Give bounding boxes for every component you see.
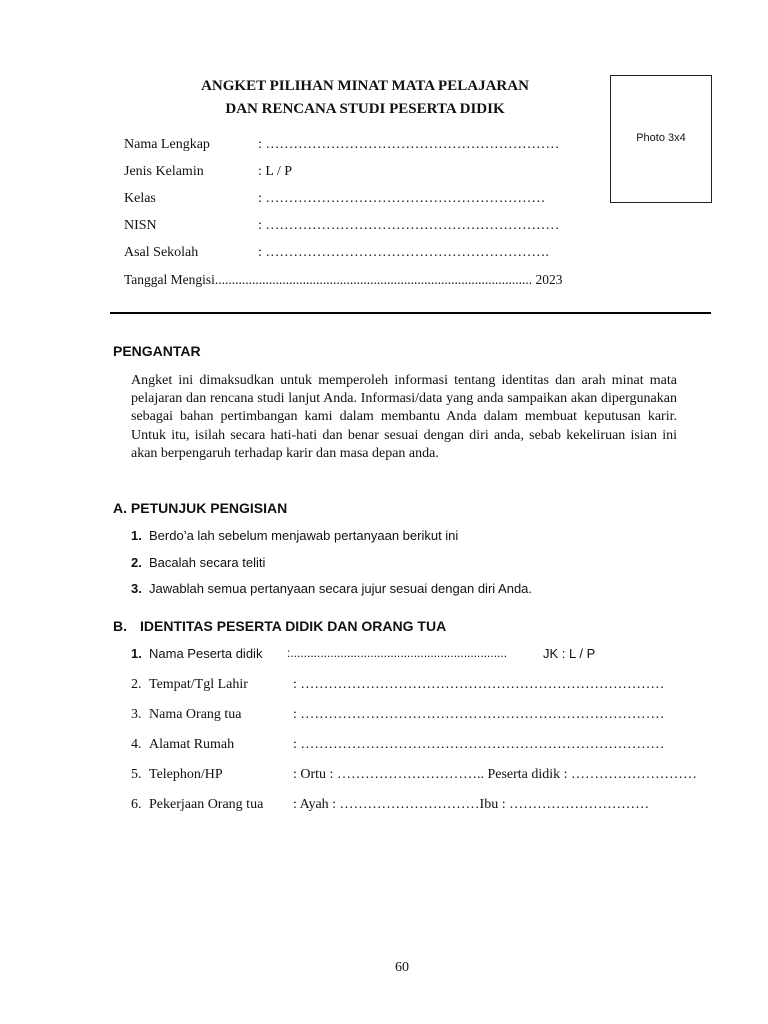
field-label-nama-lengkap: Nama Lengkap	[124, 137, 210, 152]
document-title-line2: DAN RENCANA STUDI PESERTA DIDIK	[225, 101, 505, 117]
list-item-number: 2.	[131, 677, 142, 692]
list-item-number: 3.	[131, 581, 142, 596]
field-jk: JK : L / P	[543, 646, 596, 661]
list-item-text: Berdo’a lah sebelum menjawab pertanyaan berikut ini	[149, 528, 459, 543]
field-value-alamat-rumah: : ……………………………………………………………………	[293, 737, 665, 752]
list-item-number: 2.	[131, 555, 142, 570]
field-label-nama-orang-tua: Nama Orang tua	[149, 707, 242, 722]
document-title-line1: ANGKET PILIHAN MINAT MATA PELAJARAN	[201, 78, 529, 94]
field-value-nama-lengkap: : ………………………………………………………	[258, 137, 560, 152]
field-value-tempat-tgl-lahir: : ……………………………………………………………………	[293, 677, 665, 692]
field-value-kelas: : ……………………………………………………	[258, 191, 546, 206]
list-item-number: 6.	[131, 797, 142, 812]
list-item-text: Jawablah semua pertanyaan secara jujur sesuai dengan diri Anda.	[149, 581, 533, 596]
field-value-jenis-kelamin: : L / P	[258, 164, 293, 179]
field-label-telephon: Telephon/HP	[149, 767, 223, 782]
list-item-number: 3.	[131, 707, 142, 722]
field-label-alamat-rumah: Alamat Rumah	[149, 737, 235, 752]
pengantar-paragraph: Angket ini dimaksudkan untuk memperoleh informasi tentang identitas dan arah minat mata pelajaran dan rencana studi lanjut Anda. Informasi/data yang anda sampaikan akan dipergunakan sebagai bahan pertimbangan kami dalam membantu Anda dalam membuat keputusan karir. Untuk itu, isilah secara hati-hati dan benar sesuai dengan diri anda, sebab kekeliruan isian ini akan berpengaruh terhadap karir dan masa depan anda.	[131, 373, 677, 461]
field-label-jenis-kelamin: Jenis Kelamin	[124, 164, 204, 179]
field-value-nama-orang-tua: : ……………………………………………………………………	[293, 707, 665, 722]
list-item-number: 1.	[131, 646, 142, 661]
section-b-letter: B.	[113, 618, 127, 634]
date-line: Tanggal Mengisi.............................................................................................. 2023	[124, 272, 563, 287]
field-value-pekerjaan-orang-tua: : Ayah : …………………………Ibu : …………………………	[293, 797, 650, 812]
section-b-heading: IDENTITAS PESERTA DIDIK DAN ORANG TUA	[140, 618, 447, 634]
section-a-heading: A. PETUNJUK PENGISIAN	[113, 500, 288, 516]
pengantar-heading: PENGANTAR	[113, 343, 201, 359]
field-label-pekerjaan-orang-tua: Pekerjaan Orang tua	[149, 797, 264, 812]
field-value-nama-peserta: :.................................................................	[287, 646, 508, 660]
field-label-nisn: NISN	[124, 218, 157, 233]
field-label-nama-peserta: Nama Peserta didik	[149, 646, 263, 661]
field-label-kelas: Kelas	[124, 191, 156, 206]
photo-placeholder-box	[610, 75, 712, 203]
list-item-text: Bacalah secara teliti	[149, 555, 266, 570]
field-label-tempat-tgl-lahir: Tempat/Tgl Lahir	[149, 677, 248, 692]
list-item-number: 4.	[131, 737, 142, 752]
field-value-nisn: : ………………………………………………………	[258, 218, 560, 233]
field-value-telephon: : Ortu : ………………………….. Peserta didik : ………………………	[293, 767, 698, 782]
divider-rule	[110, 312, 711, 314]
field-label-asal-sekolah: Asal Sekolah	[124, 245, 199, 260]
page-number: 60	[395, 960, 409, 975]
photo-label: Photo 3x4	[636, 132, 686, 144]
list-item-number: 1.	[131, 528, 142, 543]
field-value-asal-sekolah: : …………………………………………………….	[258, 245, 549, 260]
list-item-number: 5.	[131, 767, 142, 782]
